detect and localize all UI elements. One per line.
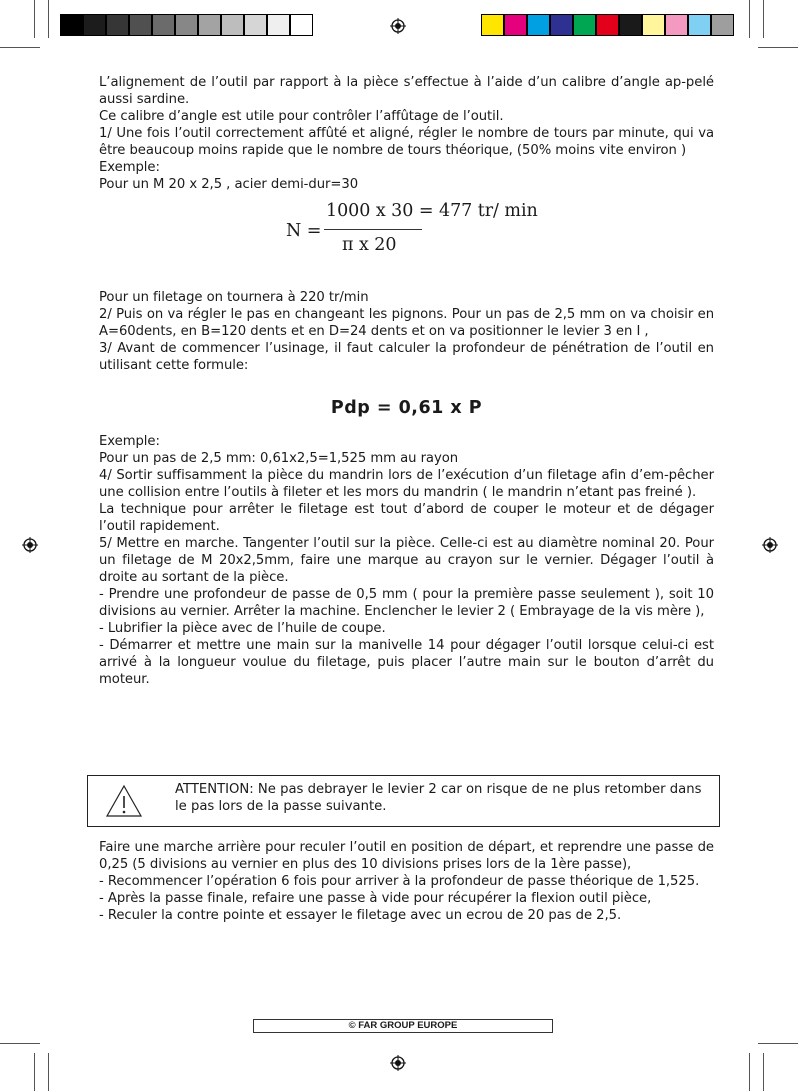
copyright-footer: © FAR GROUP EUROPE [253, 1019, 553, 1033]
crop-mark [758, 1043, 798, 1044]
fraction-bar [324, 229, 422, 230]
registration-mark-icon [390, 1055, 406, 1071]
paragraph: - Après la passe finale, refaire une passe à vide pour récupérer la flexion outil pièce, [99, 891, 652, 906]
paragraph: - Prendre une profondeur de passe de 0,5 mm ( pour la première passe seulement ), soit 10 divisions au vernier. Arrêter la machine. Enclencher le levier 2 ( Embrayage de la vis mère ), [99, 587, 714, 619]
formula-lhs: N = [286, 221, 322, 241]
rpm-formula [99, 193, 714, 289]
crop-mark [34, 1053, 35, 1091]
attention-box [87, 775, 720, 827]
paragraph: L’alignement de l’outil par rapport à la pièce s’effectue à l’aide d’un calibre d’angle ap-pelé aussi sardine. [99, 75, 714, 107]
color-swatch [129, 14, 152, 36]
color-swatch [83, 14, 106, 36]
paragraph: Exemple: [99, 434, 160, 449]
color-swatch [175, 14, 198, 36]
main-text-block [99, 74, 714, 688]
process-color-bar [481, 14, 734, 38]
crop-mark [763, 1053, 764, 1091]
warning-triangle-icon [105, 784, 143, 822]
crop-mark [0, 47, 40, 48]
paragraph: Pour un filetage on tournera à 220 tr/min [99, 290, 369, 305]
color-swatch [688, 14, 711, 36]
color-swatch [550, 14, 573, 36]
paragraph: 3/ Avant de commencer l’usinage, il faut calculer la profondeur de pénétration de l’outil en utilisant cette formule: [99, 341, 714, 373]
paragraph: Exemple: [99, 160, 160, 175]
paragraph: Pour un pas de 2,5 mm: 0,61x2,5=1,525 mm au rayon [99, 451, 459, 466]
formula-denominator: π x 20 [342, 235, 397, 255]
paragraph: - Recommencer l’opération 6 fois pour arriver à la profondeur de passe théorique de 1,525. [99, 874, 700, 889]
registration-mark-icon [762, 537, 778, 553]
color-swatch [619, 14, 642, 36]
registration-mark-icon [390, 18, 406, 34]
color-swatch [527, 14, 550, 36]
crop-mark [758, 47, 798, 48]
color-swatch [221, 14, 244, 36]
paragraph: La technique pour arrêter le filetage est tout d’abord de couper le moteur et de dégager l’outil rapidement. [99, 502, 714, 534]
crop-mark [749, 0, 750, 38]
paragraph: 5/ Mettre en marche. Tangenter l’outil sur la pièce. Celle-ci est au diamètre nominal 20. Pour un filetage de M 20x2,5mm, faire une marque au crayon sur le vernier. Dégager l’outil à droite au sortant de la pièce. [99, 536, 714, 585]
crop-mark [34, 0, 35, 38]
paragraph: Faire une marche arrière pour reculer l’outil en position de départ, et reprendre une passe de 0,25 (5 divisions au vernier en plus des 10 divisions prises lors de la 1ère passe), [99, 840, 714, 872]
paragraph: - Lubrifier la pièce avec de l’huile de coupe. [99, 621, 386, 636]
attention-text: ATTENTION: Ne pas debrayer le levier 2 car on risque de ne plus retomber dans le pas lors de la passe suivante. [175, 782, 702, 814]
paragraph: Ce calibre d’angle est utile pour contrôler l’affûtage de l’outil. [99, 109, 504, 124]
crop-mark [48, 1053, 49, 1091]
paragraph: 1/ Une fois l’outil correctement affûté et aligné, régler le nombre de tours par minute, qui va être beaucoup moins rapide que le nombre de tours théorique, (50% moins vite environ ) [99, 126, 714, 158]
crop-mark [0, 1043, 40, 1044]
paragraph: 4/ Sortir suffisamment la pièce du mandrin lors de l’exécution d’un filetage afin d’em-pêcher une collision entre l’outils à fileter et les mors du mandrin ( le mandrin n’etant pas freiné ). [99, 468, 714, 500]
depth-formula: Pdp = 0,61 x P [330, 398, 483, 418]
color-swatch [642, 14, 665, 36]
closing-text-block [99, 839, 714, 924]
crop-mark [763, 0, 764, 38]
crop-mark [48, 0, 49, 38]
formula-numerator: 1000 x 30 = 477 tr/ min [326, 201, 538, 221]
color-swatch [573, 14, 596, 36]
color-swatch [267, 14, 290, 36]
color-swatch [504, 14, 527, 36]
color-swatch [152, 14, 175, 36]
color-swatch [290, 14, 313, 36]
color-swatch [198, 14, 221, 36]
color-swatch [481, 14, 504, 36]
grayscale-color-bar [60, 14, 313, 38]
paragraph: - Reculer la contre pointe et essayer le filetage avec un ecrou de 20 pas de 2,5. [99, 908, 622, 923]
color-swatch [665, 14, 688, 36]
color-swatch [106, 14, 129, 36]
paragraph: 2/ Puis on va régler le pas en changeant les pignons. Pour un pas de 2,5 mm on va choisir en A=60dents, en B=120 dents et en D=24 dents et on va positionner le levier 3 en I , [99, 307, 714, 339]
registration-mark-icon [22, 537, 38, 553]
paragraph: - Démarrer et mettre une main sur la manivelle 14 pour dégager l’outil lorsque celui-ci est arrivé à la longueur voulue du filetage, puis placer l’autre main sur le bouton d’arrêt du moteur. [99, 638, 714, 687]
color-swatch [244, 14, 267, 36]
paragraph: Pour un M 20 x 2,5 , acier demi-dur=30 [99, 177, 359, 192]
color-swatch [596, 14, 619, 36]
color-swatch [711, 14, 734, 36]
crop-mark [749, 1053, 750, 1091]
color-swatch [60, 14, 83, 36]
